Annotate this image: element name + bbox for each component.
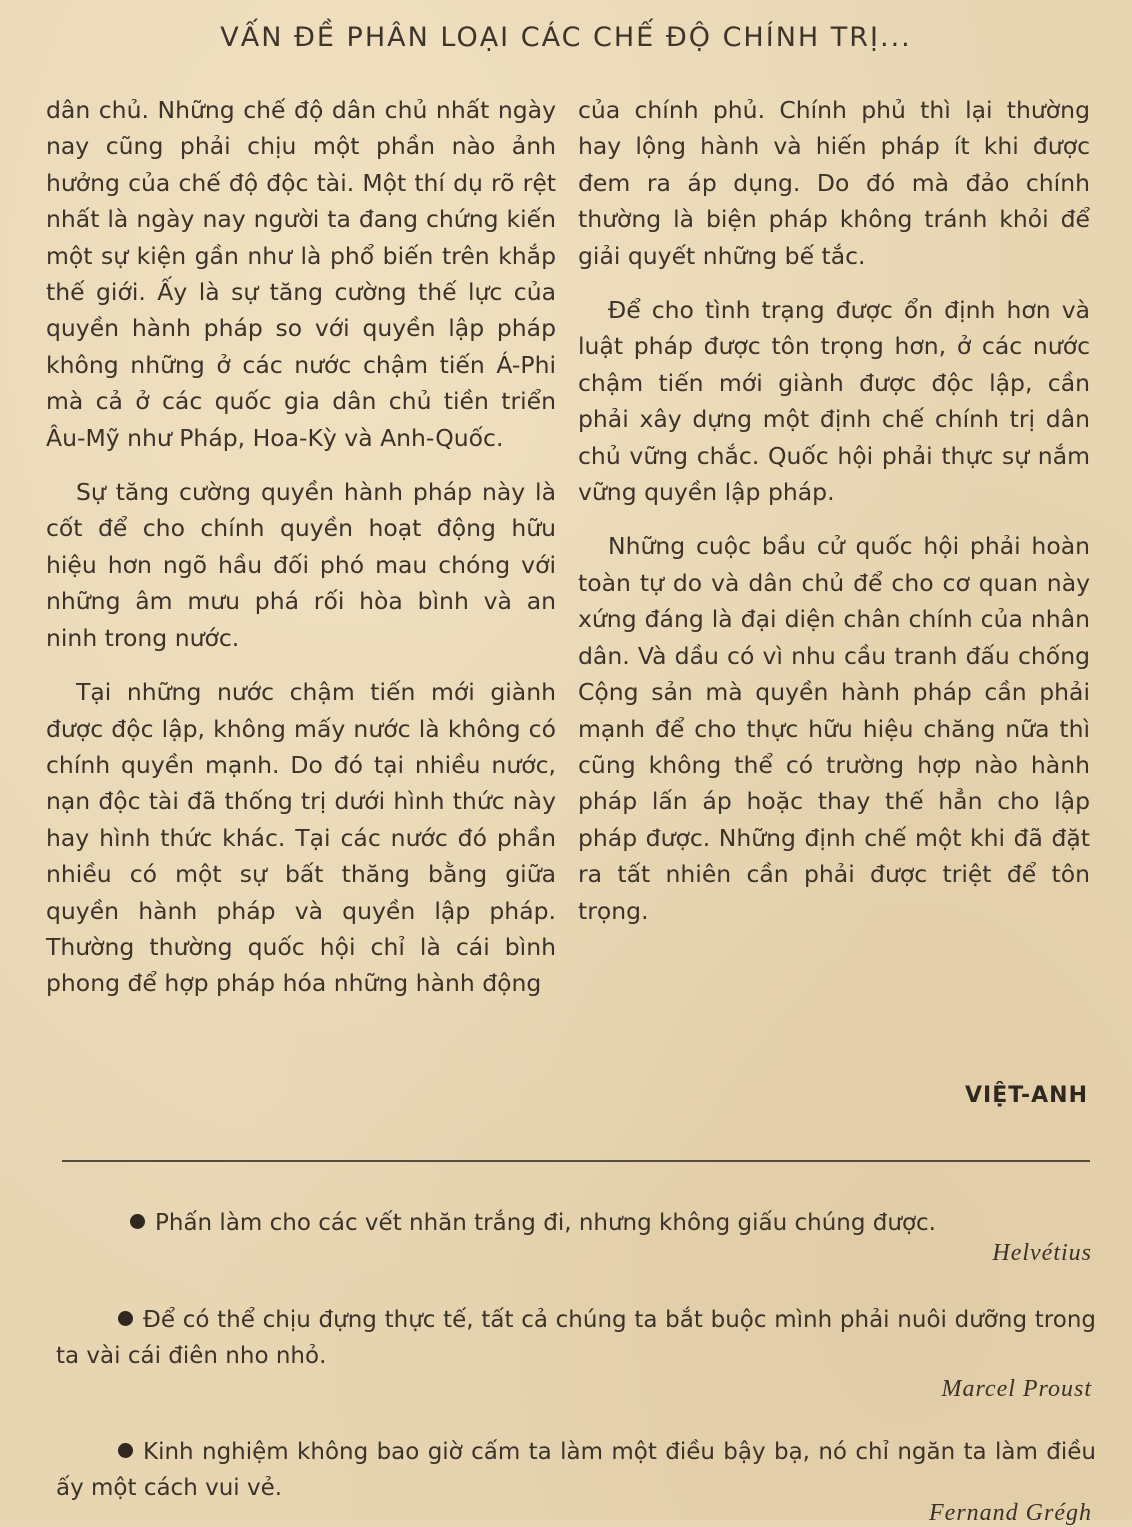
quote-item [56,1302,1096,1374]
quote-text: Để có thể chịu đựng thực tế, tất cả chúng ta bắt buộc mình phải nuôi dưỡng trong ta vài cái điên nho nhỏ. [56,1307,1096,1369]
bullet-icon [118,1443,133,1458]
quote-author: Fernand Grégh [929,1500,1092,1526]
bullet-icon [130,1214,145,1229]
running-title: VẤN ĐỀ PHÂN LOẠI CÁC CHẾ ĐỘ CHÍNH TRỊ... [220,22,912,53]
article-paragraph: Sự tăng cường quyền hành pháp này là cốt để cho chính quyền hoạt động hữu hiệu hơn ngõ hầu đối phó mau chóng với những âm mưu phá rối hòa bình và an ninh trong nước. [46,478,556,652]
article-paragraph: Để cho tình trạng được ổn định hơn và luật pháp được tôn trọng hơn, ở các nước chậm tiến mới giành được độc lập, cần phải xây dựng một định chế chính trị dân chủ vững chắc. Quốc hội phải thực sự nắm vững quyền lập pháp. [578,296,1090,507]
article-paragraph: dân chủ. Những chế độ dân chủ nhất ngày nay cũng phải chịu một phần nào ảnh hưởng của chế độ độc tài. Một thí dụ rõ rệt nhất là ngày nay người ta đang chứng kiến một sự kiện gần như là phổ biến trên khắp thế giới. Ấy là sự tăng cường thế lực của quyền hành pháp so với quyền lập pháp không những ở các nước chậm tiến Á-Phi mà cả ở các quốc gia dân chủ tiền triển Âu-Mỹ như Pháp, Hoa-Kỳ và Anh-Quốc. [46,96,556,452]
quote-text: Phấn làm cho các vết nhăn trắng đi, nhưng không giấu chúng được. [155,1210,936,1236]
quote-author: Helvétius [992,1240,1092,1266]
quote-item [130,1205,1090,1241]
article-paragraph: Tại những nước chậm tiến mới giành được độc lập, không mấy nước là không có chính quyền mạnh. Do đó tại nhiều nước, nạn độc tài đã thống trị dưới hình thức này hay hình thức khác. Tại các nước đó phần nhiều có một sự bất thăng bằng giữa quyền hành pháp và quyền lập pháp. Thường thường quốc hội chỉ là cái bình phong để hợp pháp hóa những hành động [46,678,556,998]
article-author: VIỆT-ANH [965,1083,1088,1108]
article-paragraph: Những cuộc bầu cử quốc hội phải hoàn toàn tự do và dân chủ để cho cơ quan này xứng đáng là đại diện chân chính của nhân dân. Và dầu có vì nhu cầu tranh đấu chống Cộng sản mà quyền hành pháp cần phải mạnh để cho thực hữu hiệu chăng nữa thì cũng không thể có trường hợp nào hành pháp lấn áp hoặc thay thế hẳn cho lập pháp được. Những định chế một khi đã đặt ra tất nhiên cần phải được triệt để tôn trọng. [578,532,1090,925]
article-left-column [46,92,556,1002]
quote-item [56,1434,1096,1506]
article-right-column [578,92,1090,929]
section-divider [62,1160,1090,1162]
quote-author: Marcel Proust [941,1376,1092,1402]
bullet-icon [118,1311,133,1326]
article-paragraph: của chính phủ. Chính phủ thì lại thường hay lộng hành và hiến pháp ít khi được đem ra áp dụng. Do đó mà đảo chính thường là biện pháp không tránh khỏi để giải quyết những bế tắc. [578,96,1090,270]
quote-text: Kinh nghiệm không bao giờ cấm ta làm một điều bậy bạ, nó chỉ ngăn ta làm điều ấy một cách vui vẻ. [56,1439,1096,1501]
